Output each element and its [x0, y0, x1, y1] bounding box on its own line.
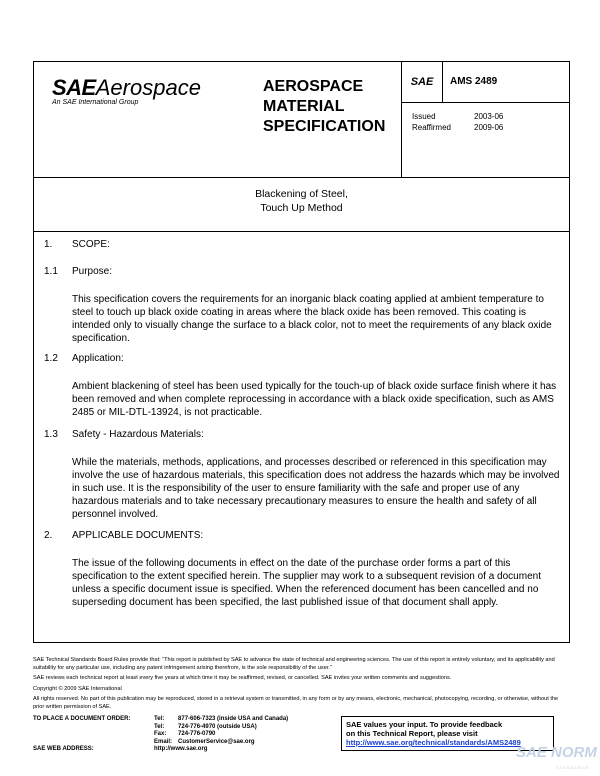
section-1-1-text: This specification covers the requirements for an inorganic black coating applied at ambient temperature to steel to touch up black oxide coating in areas where the black oxide has been removed. This coating is intended only to visually change the surface to a black color, not to meet the requirements of any black oxide specification. [72, 294, 552, 344]
phone-intl[interactable]: 724-776-4970 (outside USA) [178, 723, 257, 730]
section-1-2-heading: 1.2 Application: [44, 353, 124, 364]
section-1-2-text: Ambient blackening of steel has been used typically for the touch-up of black oxide surface finish where it has been removed and when complete reprocessing in accordance with a black oxide specification, such as AMS 2485 or MIL-DTL-13924, is not practicable. [72, 381, 557, 418]
copyright-text: Copyright © 2009 SAE International [33, 685, 122, 692]
doc-number: AMS 2489 [450, 76, 498, 87]
section-1-heading: 1. SCOPE: [44, 239, 110, 250]
legal-footer [33, 657, 570, 714]
title-cell [251, 62, 401, 177]
board-rules-text: SAE Technical Standards Board Rules provide that: “This report is published by SAE to advance the state of technical and engineering sciences. The use of this report is entirely voluntary, and its applicability and suitability for any particular use, including any patent infringement arising therefrom, is the sole responsibility of the user.” [33, 657, 555, 671]
web-label: SAE WEB ADDRESS: [33, 746, 94, 753]
reaffirmed-row: Reaffirmed 2009-06 [412, 123, 504, 132]
issued-row: Issued 2003-06 [412, 112, 504, 121]
email-link[interactable]: CustomerService@sae.org [178, 738, 255, 745]
logo-cell [34, 62, 251, 177]
doc-info-cell [401, 62, 570, 177]
watermark-subtitle: STANDARDS [556, 765, 590, 770]
watermark-logo: SAE NORM [516, 744, 597, 761]
section-1-3-heading: 1.3 Safety - Hazardous Materials: [44, 429, 204, 440]
section-2-text: The issue of the following documents in effect on the date of the purchase order forms a part of this specification to the extent specified herein. The supplier may work to a subsequent revision of a document unless a specific document issue is specified. When the referenced document has been cancelled and no superseding document has been specified, the last published issue of that document shall apply. [72, 558, 541, 608]
web-link[interactable]: http://www.sae.org [154, 746, 208, 753]
feedback-link[interactable]: http://www.sae.org/technical/standards/AMS2489 [346, 738, 521, 747]
spec-type-title: AEROSPACE MATERIAL SPECIFICATION [263, 78, 386, 135]
phone-usa[interactable]: 877-606-7323 (inside USA and Canada) [178, 716, 289, 722]
order-label: TO PLACE A DOCUMENT ORDER: [33, 716, 131, 722]
logo-subtitle: An SAE International Group [52, 99, 139, 106]
fax-number: 724-776-0790 [178, 731, 216, 738]
sae-mini-logo: SAE [402, 62, 443, 103]
sae-aerospace-logo: SAEAerospace [52, 75, 201, 100]
section-1-1-heading: 1.1 Purpose: [44, 266, 113, 277]
doc-title: Blackening of Steel, Touch Up Method [34, 177, 569, 232]
review-text: SAE reviews each technical report at least every five years at which time it may be reaffirmed, revised, or cancelled. SAE invites your written comments and suggestions. [33, 675, 452, 681]
spec-frame [33, 61, 570, 643]
spec-header [34, 62, 569, 178]
section-2-heading: 2. APPLICABLE DOCUMENTS: [44, 530, 204, 541]
rights-text: All rights reserved. No part of this publication may be reproduced, stored in a retrieval system or transmitted, in any form or by any means, electronic, mechanical, photocopying, recording, or otherwise, without the prior written permission of SAE. [33, 696, 559, 710]
feedback-box: SAE values your input. To provide feedback on this Technical Report, please visit http://www.sae.org/technical/standards/AMS2489 [341, 716, 554, 751]
section-1-3-text: While the materials, methods, applications, and processes described or referenced in this specification may involve the use of hazardous materials, this specification does not address the hazards which may be involved in such use. It is the responsibility of the user to ensure familiarity with the safe and proper use of any hazardous materials and to take necessary precautionary measures to ensure the health and safety of all personnel involved. [72, 457, 560, 520]
order-contact-table: TO PLACE A DOCUMENT ORDER: Tel: 877-606-7323 (inside USA and Canada) Tel: 724-776-4970 (outside USA) Fax: 724-776-0790 Email: CustomerService@sae.org SAE WEB ADDRESS: http://www.sae.org [33, 716, 294, 754]
